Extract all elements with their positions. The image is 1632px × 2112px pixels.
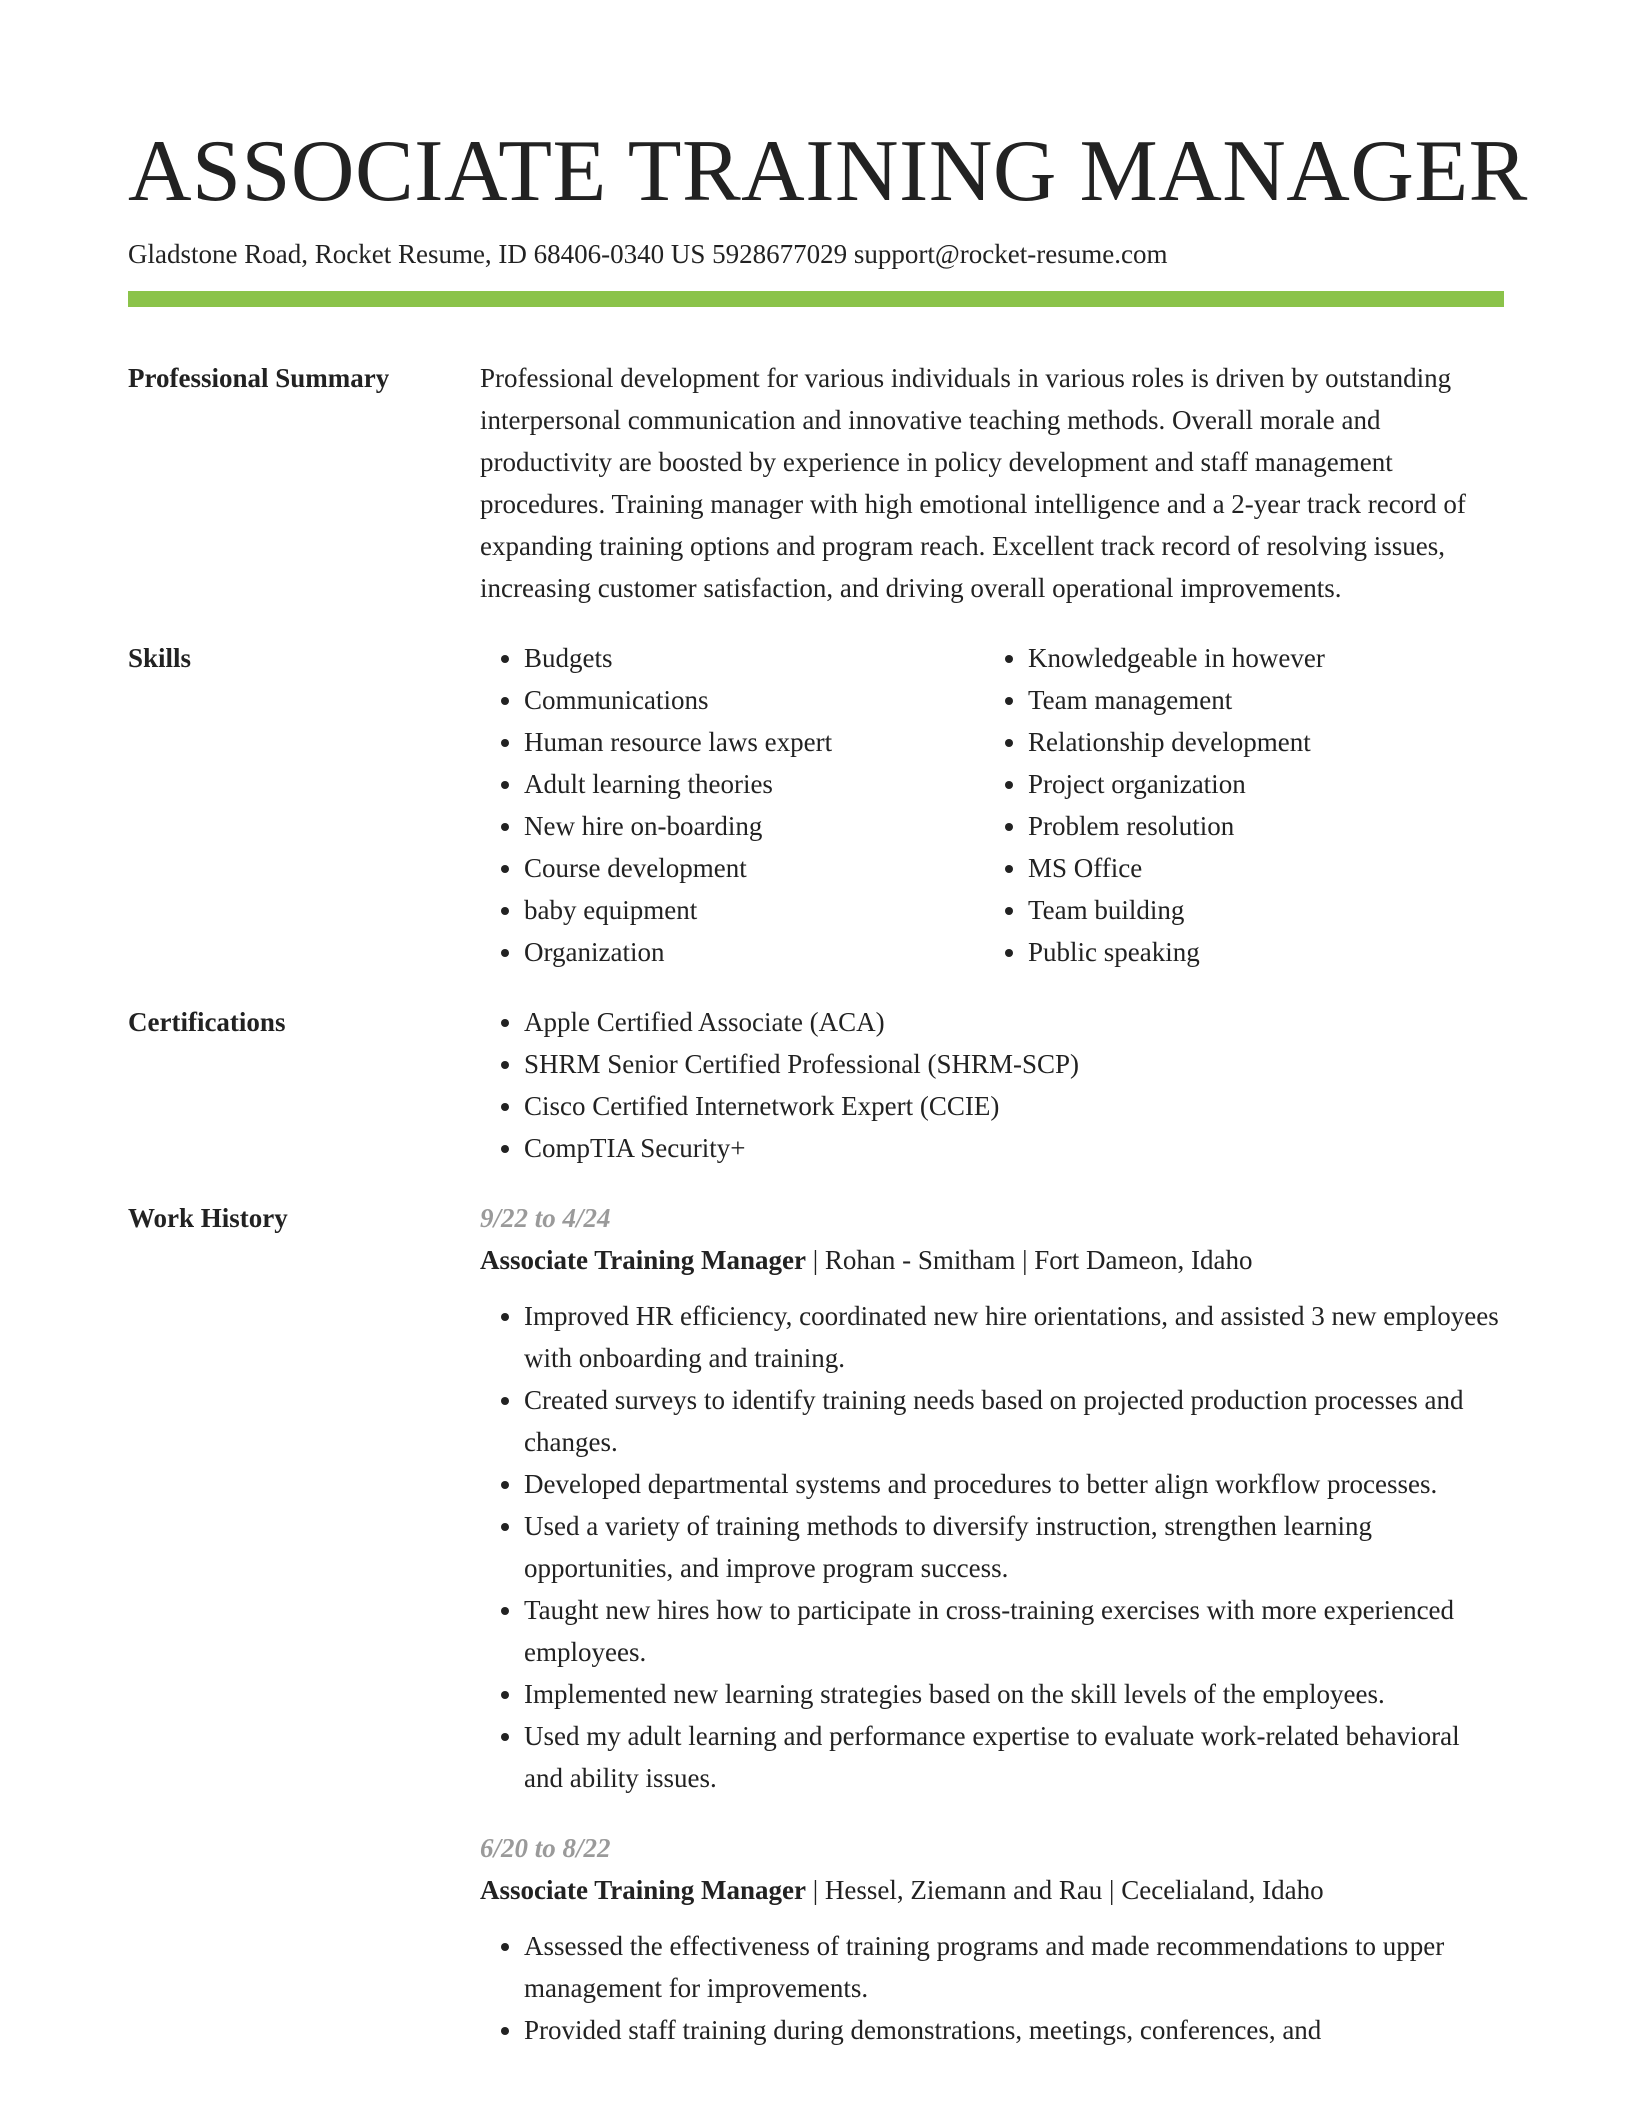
skill-item: • Course development (524, 847, 984, 889)
work-history-section (128, 1197, 1504, 2079)
resume-page (128, 118, 1528, 2079)
job-entry (480, 1827, 1504, 2051)
job-bullets (480, 1925, 1504, 2051)
job-bullet: • Used my adult learning and performance expertise to evaluate work-related behavioral and ability issues. (524, 1715, 1504, 1799)
section-label-skills: Skills (128, 643, 192, 673)
job-heading (480, 1869, 1504, 1911)
skill-item: • Communications (524, 679, 984, 721)
skill-item: • Relationship development (1028, 721, 1548, 763)
contact-line: Gladstone Road, Rocket Resume, ID 68406-0340 US 5928677029 support@rocket-resume.com (128, 239, 1168, 269)
certification-item: • CompTIA Security+ (524, 1127, 1504, 1169)
skill-item: • Budgets (524, 637, 984, 679)
summary-text: Professional development for various individuals in various roles is driven by outstanding interpersonal communication and innovative teaching methods. Overall morale and productivity are boosted by experience in policy development and staff management procedures. Training manager with high emotional intelligence and a 2-year track record of expanding training options and program reach. Excellent track record of resolving issues, increasing customer satisfaction, and driving overall operational improvements. (480, 363, 1466, 603)
certification-item: • SHRM Senior Certified Professional (SHRM-SCP) (524, 1043, 1504, 1085)
job-bullet: • Provided staff training during demonstrations, meetings, conferences, and (524, 2009, 1504, 2051)
skill-item: • Team management (1028, 679, 1548, 721)
job-bullets (480, 1295, 1504, 1799)
section-label-summary: Professional Summary (128, 363, 390, 393)
job-bullet: • Assessed the effectiveness of training programs and made recommendations to upper management for improvements. (524, 1925, 1504, 2009)
job-dates: 6/20 to 8/22 (480, 1833, 611, 1863)
job-bullet: • Developed departmental systems and procedures to better align workflow processes. (524, 1463, 1504, 1505)
skill-item: • Knowledgeable in however (1028, 637, 1548, 679)
skill-item: • Public speaking (1028, 931, 1548, 973)
job-employer: | Hessel, Ziemann and Rau | Cecelialand, Idaho (805, 1875, 1324, 1905)
resume-title: ASSOCIATE TRAINING MANAGER (128, 123, 1528, 220)
skill-item: • baby equipment (524, 889, 984, 931)
section-label-certifications: Certifications (128, 1007, 286, 1037)
job-entry (480, 1197, 1504, 1799)
skill-item: • Human resource laws expert (524, 721, 984, 763)
skills-section (128, 637, 1504, 973)
job-bullet: • Implemented new learning strategies based on the skill levels of the employees. (524, 1673, 1504, 1715)
job-bullet: • Created surveys to identify training needs based on projected production processes and changes. (524, 1379, 1504, 1463)
job-title: Associate Training Manager (480, 1875, 806, 1905)
skill-item: • Organization (524, 931, 984, 973)
job-employer: | Rohan - Smitham | Fort Dameon, Idaho (805, 1245, 1253, 1275)
skills-list-right (984, 637, 1548, 973)
job-title: Associate Training Manager (480, 1245, 806, 1275)
skills-list-left (480, 637, 984, 973)
header-divider (128, 291, 1504, 307)
certification-item: • Apple Certified Associate (ACA) (524, 1001, 1504, 1043)
skill-item: • Problem resolution (1028, 805, 1548, 847)
job-bullet: • Improved HR efficiency, coordinated new hire orientations, and assisted 3 new employees with onboarding and training. (524, 1295, 1504, 1379)
skill-item: • New hire on-boarding (524, 805, 984, 847)
skill-item: • Adult learning theories (524, 763, 984, 805)
job-bullet: • Taught new hires how to participate in cross-training exercises with more experienced employees. (524, 1589, 1504, 1673)
skill-item: • Team building (1028, 889, 1548, 931)
skill-item: • Project organization (1028, 763, 1548, 805)
certifications-section (128, 1001, 1504, 1169)
certification-item: • Cisco Certified Internetwork Expert (CCIE) (524, 1085, 1504, 1127)
skill-item: • MS Office (1028, 847, 1548, 889)
certifications-list (480, 1001, 1504, 1169)
job-bullet: • Used a variety of training methods to diversify instruction, strengthen learning opportunities, and improve program success. (524, 1505, 1504, 1589)
summary-section (128, 357, 1504, 609)
job-heading (480, 1239, 1504, 1281)
job-dates: 9/22 to 4/24 (480, 1203, 611, 1233)
section-label-work-history: Work History (128, 1203, 288, 1233)
